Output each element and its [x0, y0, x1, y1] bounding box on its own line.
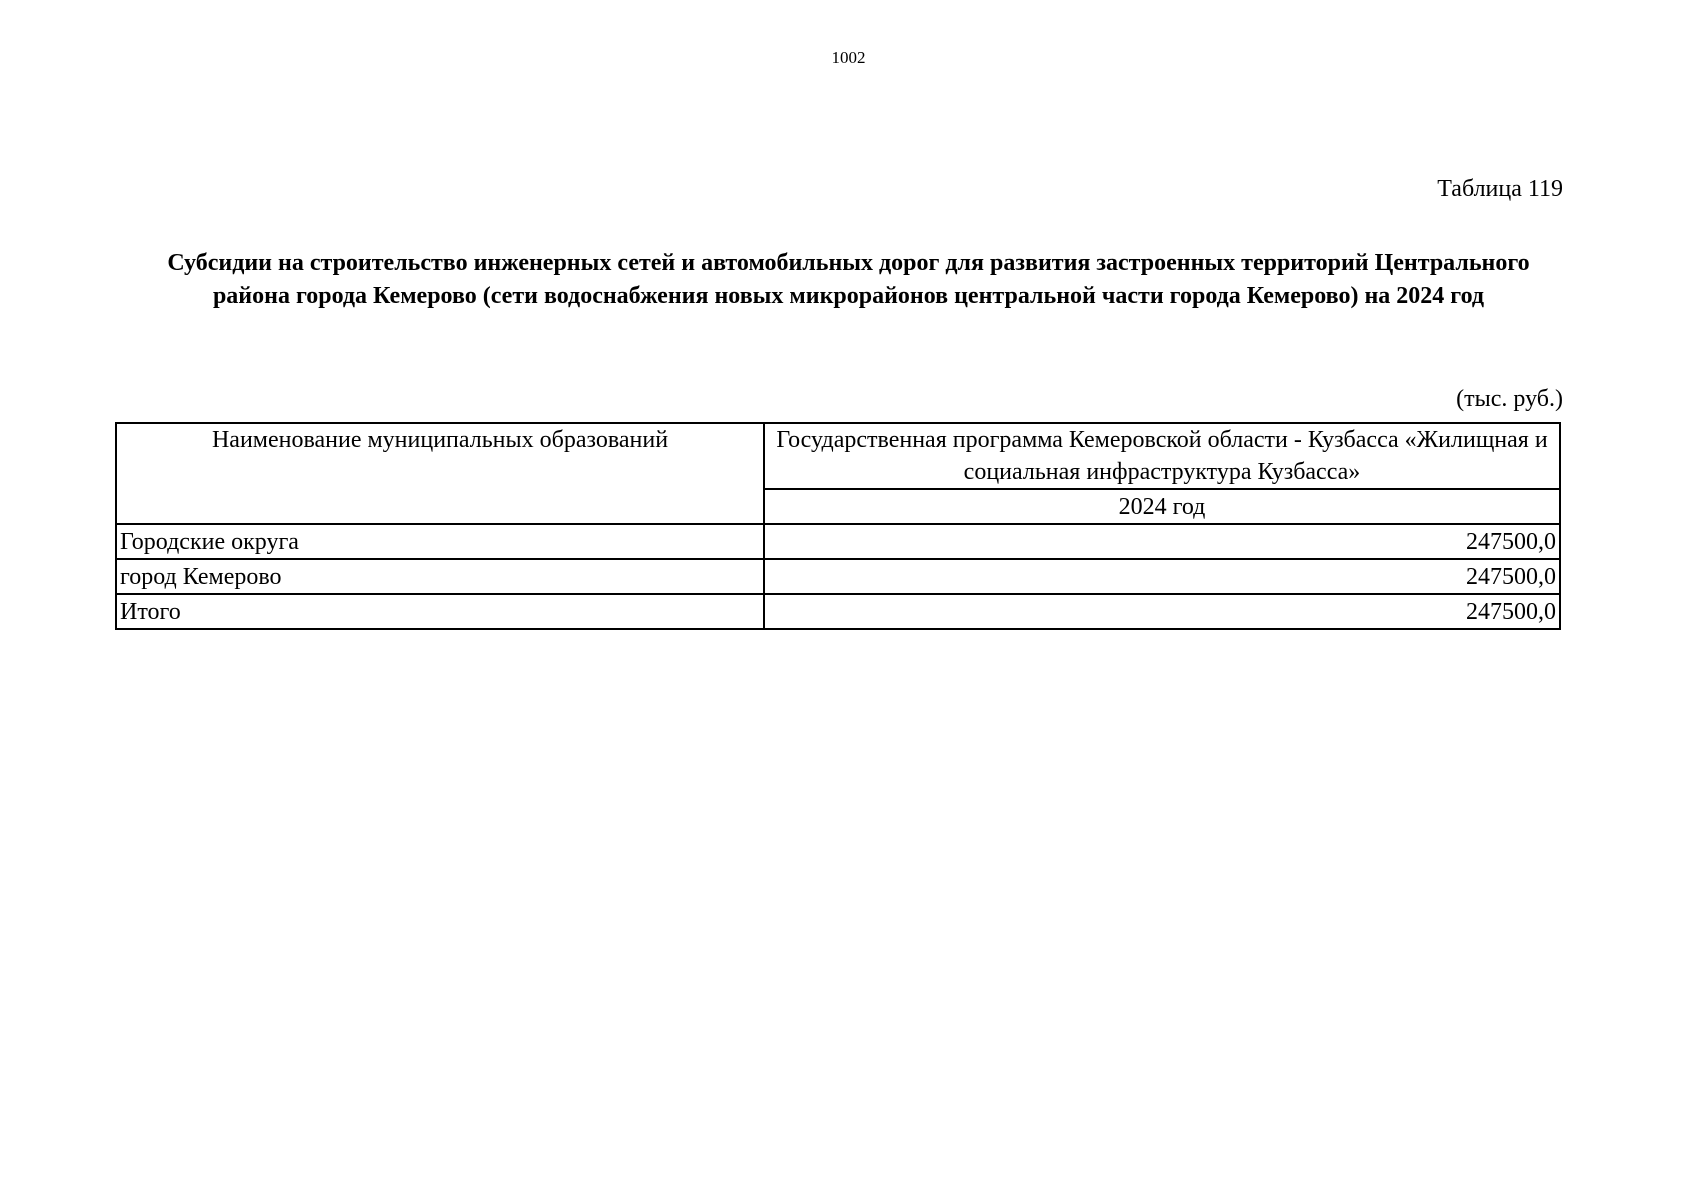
page-number: 1002 [831, 48, 866, 67]
row-label: Городские округа [116, 524, 764, 559]
table-row [116, 559, 1560, 594]
units-label: (тыс. руб.) [1456, 386, 1563, 412]
table-row [116, 594, 1560, 629]
row-label: Итого [116, 594, 764, 629]
document-title: Субсидии на строительство инженерных сетей и автомобильных дорог для развития застроенных территорий Центрального района города Кемерово (сети водоснабжения новых микрорайонов центральной части города Кемерово) на 2024 год [167, 250, 1530, 309]
table-label: Таблица 119 [1437, 176, 1563, 202]
row-value: 247500,0 [764, 594, 1560, 629]
subsidies-table [115, 422, 1561, 630]
row-label: город Кемерово [116, 559, 764, 594]
table-row [116, 524, 1560, 559]
header-municipality: Наименование муниципальных образований [116, 423, 764, 524]
row-value: 247500,0 [764, 559, 1560, 594]
row-value: 247500,0 [764, 524, 1560, 559]
header-program: Государственная программа Кемеровской области - Кузбасса «Жилищная и социальная инфраструктура Кузбасса» [764, 423, 1560, 489]
table-header-row [116, 423, 1560, 489]
header-year: 2024 год [764, 489, 1560, 524]
